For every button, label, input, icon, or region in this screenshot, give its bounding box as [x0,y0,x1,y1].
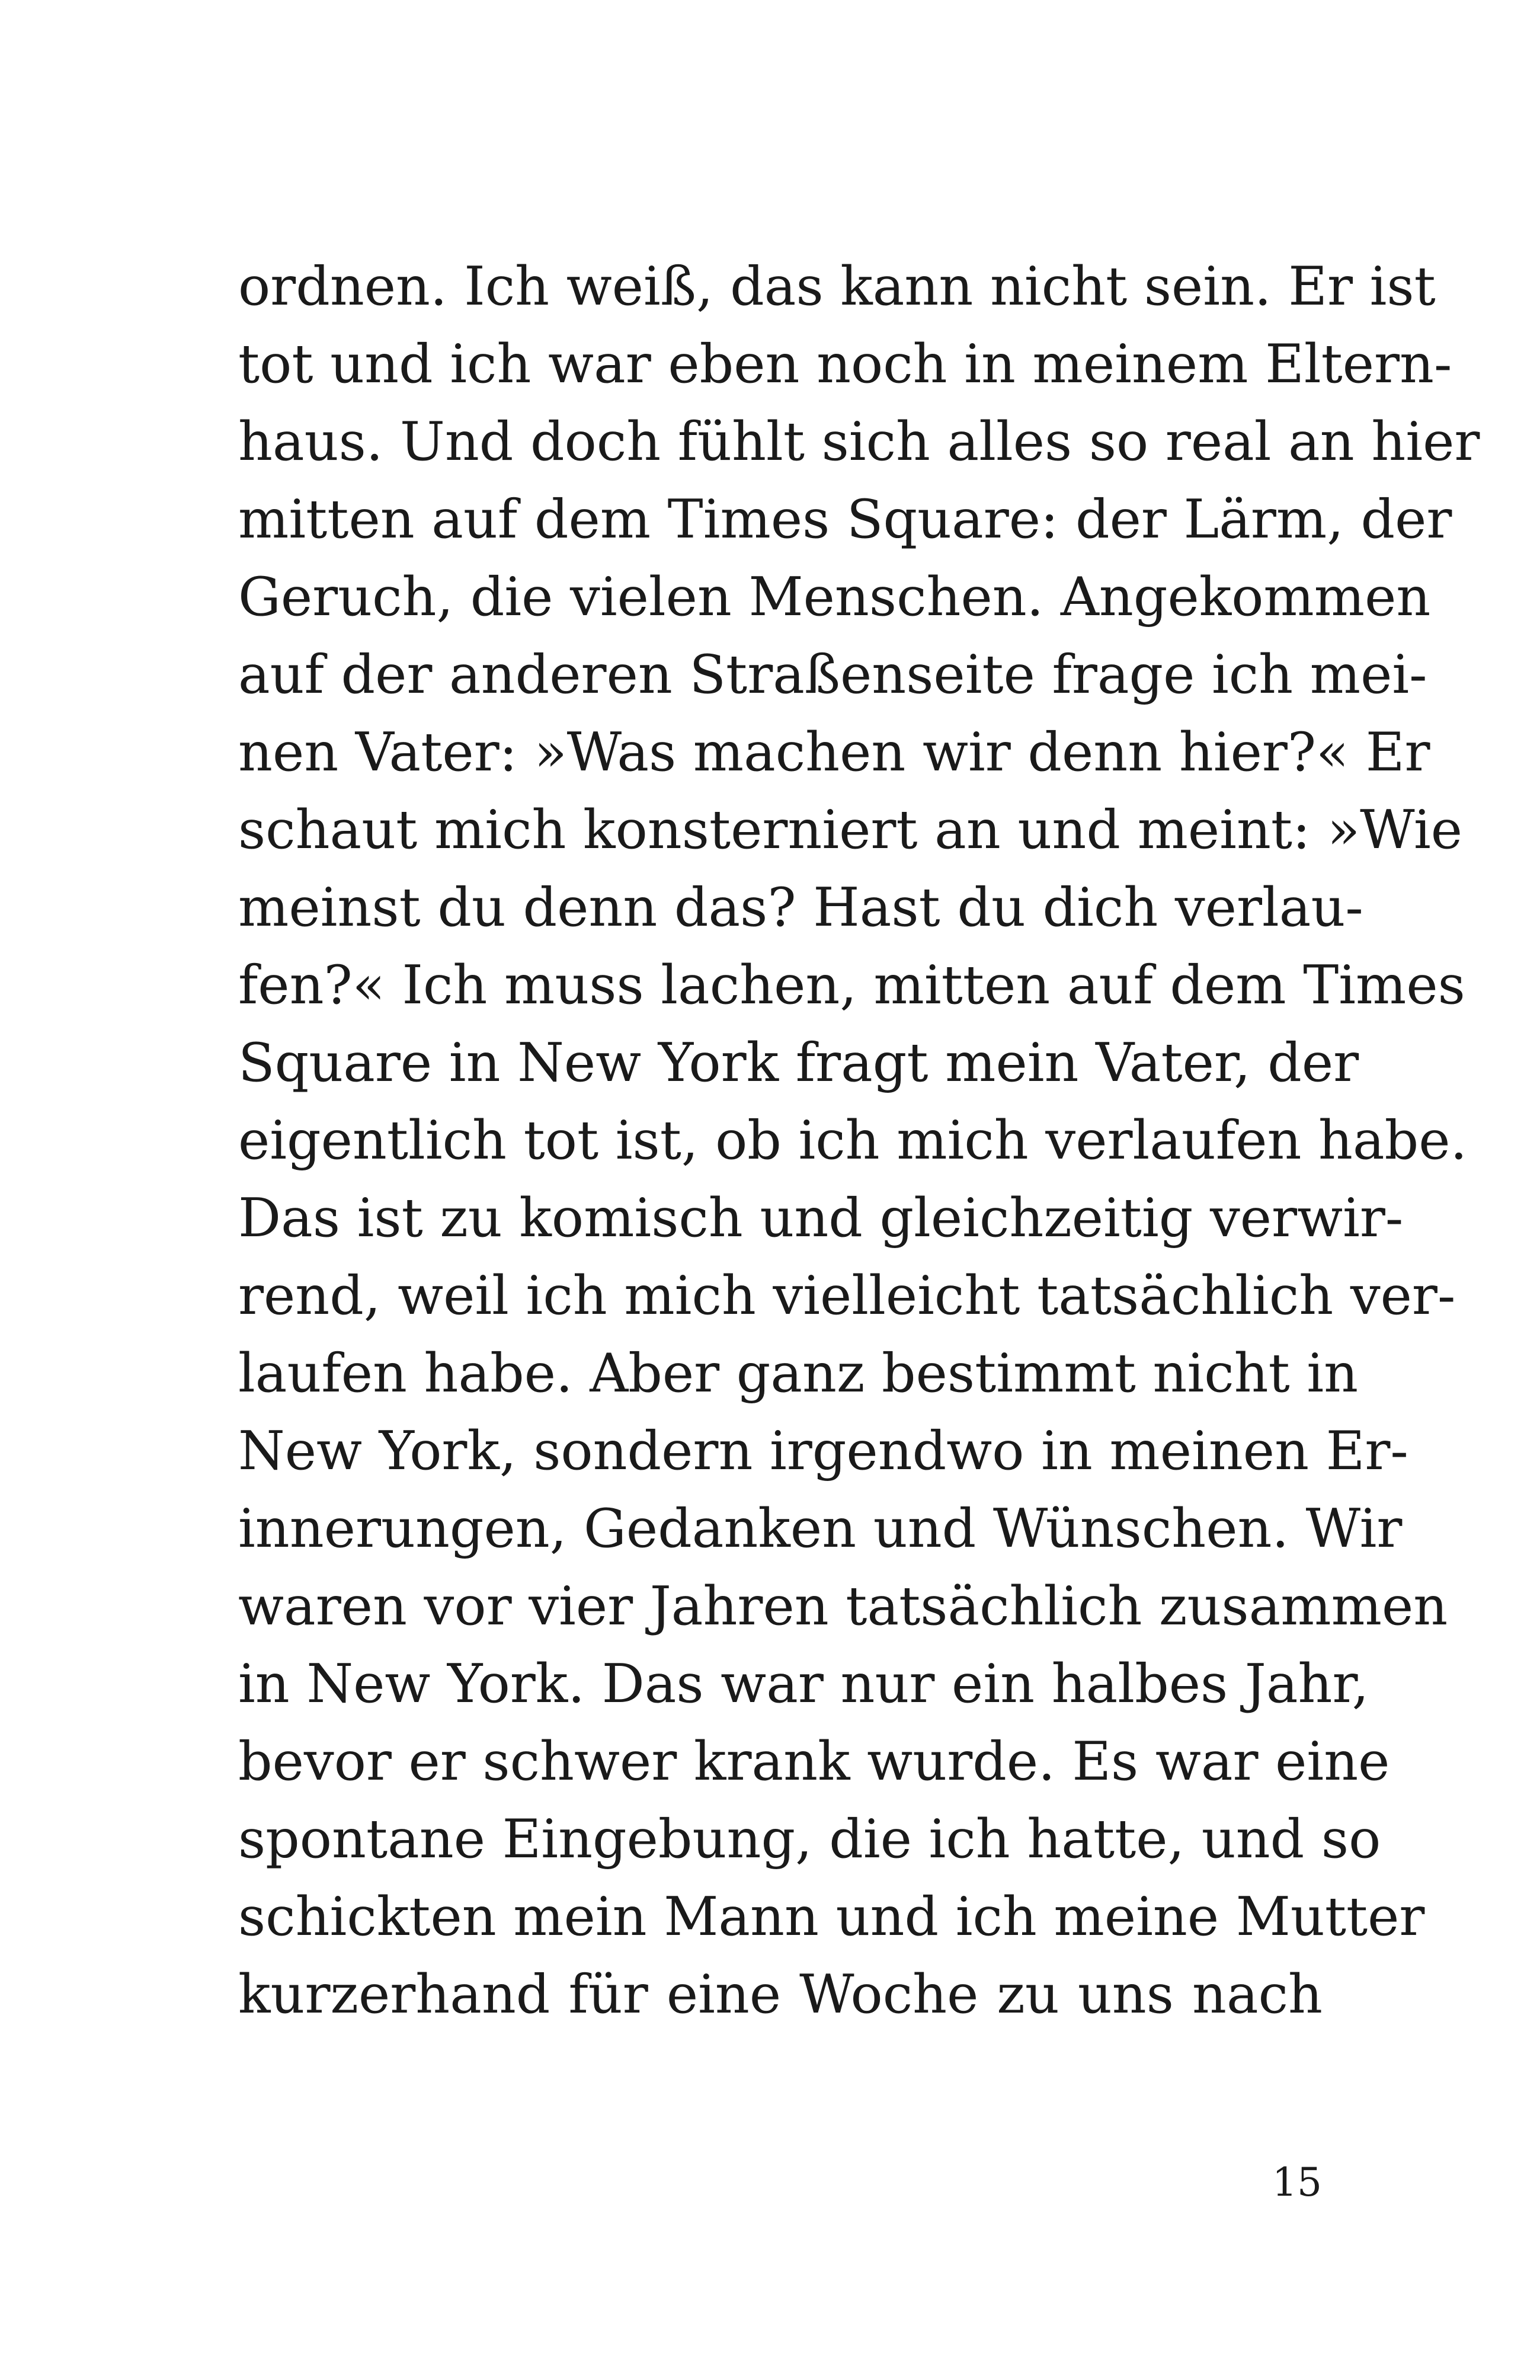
text-line: New York, sondern irgendwo in meinen Er- [238,1420,1408,1482]
text-line: nen Vater: »Was machen wir denn hier?« Er [238,721,1430,783]
text-line: ordnen. Ich weiß, das kann nicht sein. Er ist [238,255,1436,318]
text-line: eigentlich tot ist, ob ich mich verlaufen habe. [238,1109,1468,1172]
text-line: in New York. Das war nur ein halbes Jahr, [238,1653,1369,1715]
text-line: mitten auf dem Times Square: der Lärm, der [238,488,1452,551]
text-line: rend, weil ich mich vielleicht tatsächlich ver- [238,1265,1456,1327]
body-text [238,248,1480,2033]
text-line: kurzerhand für eine Woche zu uns nach [238,1963,1323,2026]
text-line: auf der anderen Straßenseite frage ich mei- [238,644,1427,706]
text-line: schickten mein Mann und ich meine Mutter [238,1886,1425,1948]
text-line: spontane Eingebung, die ich hatte, und so [238,1808,1381,1870]
text-line: bevor er schwer krank wurde. Es war eine [238,1730,1390,1793]
text-line: waren vor vier Jahren tatsächlich zusammen [238,1575,1448,1637]
page-number: 15 [1272,2160,1322,2205]
text-line: Das ist zu komisch und gleichzeitig verwir- [238,1187,1404,1249]
text-line: Square in New York fragt mein Vater, der [238,1032,1359,1094]
text-line: innerungen, Gedanken und Wünschen. Wir [238,1498,1403,1560]
text-line: schaut mich konsterniert an und meint: »Wie [238,799,1463,861]
text-line: haus. Und doch fühlt sich alles so real an hier [238,411,1480,473]
text-line: fen?« Ich muss lachen, mitten auf dem Times [238,954,1465,1016]
text-line: Geruch, die vielen Menschen. Angekommen [238,566,1431,628]
text-line: laufen habe. Aber ganz bestimmt nicht in [238,1342,1359,1405]
text-line: meinst du denn das? Hast du dich verlau- [238,876,1363,939]
text-line: tot und ich war eben noch in meinem Eltern- [238,333,1452,395]
